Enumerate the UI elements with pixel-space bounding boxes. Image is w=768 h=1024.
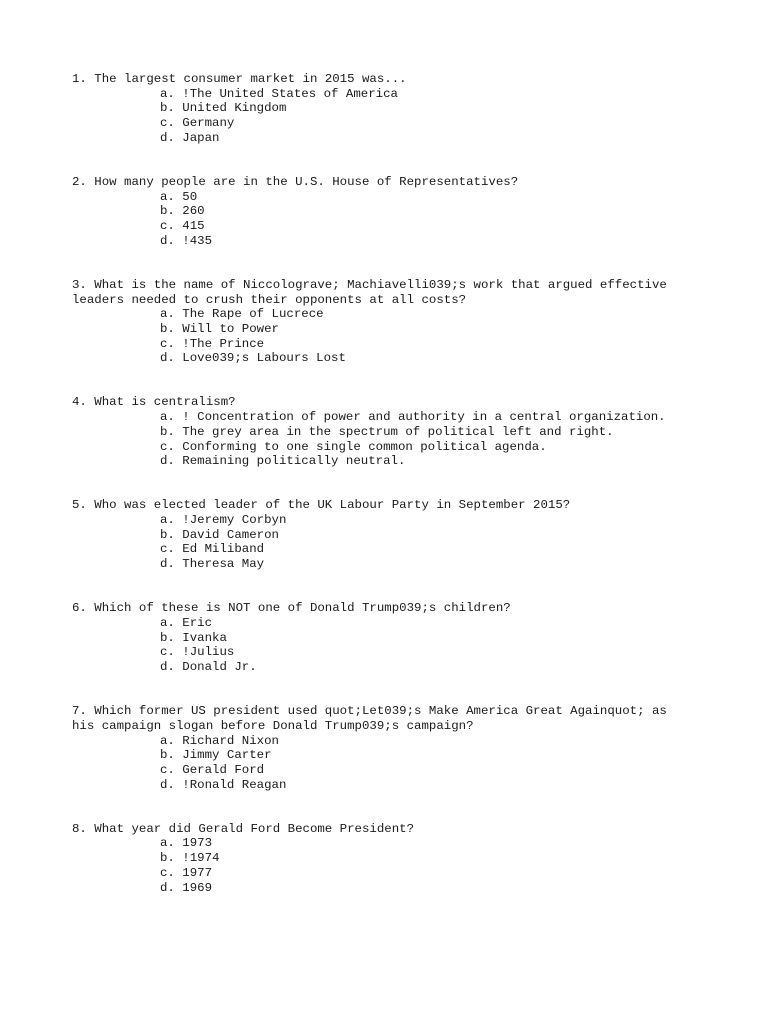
answer-options — [72, 190, 692, 249]
answer-option: a. !The United States of America — [160, 86, 398, 101]
answer-option: a. The Rape of Lucrece — [160, 307, 324, 322]
question-6 — [72, 601, 692, 675]
question-text: 8. What year did Gerald Ford Become President? — [72, 821, 415, 836]
question-text: 7. Which former US president used quot;Let039;s Make America Great Againquot; as his campaign slogan before Donald Trump039;s campaign? — [72, 704, 675, 733]
answer-options — [72, 836, 692, 895]
question-text: 5. Who was elected leader of the UK Labour Party in September 2015? — [72, 498, 571, 513]
answer-option: d. Remaining politically neutral. — [160, 454, 406, 469]
answer-option: d. 1969 — [160, 880, 213, 895]
answer-option: c. Germany — [160, 116, 235, 131]
answer-option: d. Love039;s Labours Lost — [160, 351, 346, 366]
answer-options — [72, 87, 692, 146]
answer-option: b. Will to Power — [160, 321, 279, 336]
answer-option: a. Richard Nixon — [160, 733, 279, 748]
answer-option: a. Eric — [160, 615, 213, 630]
question-8 — [72, 822, 692, 896]
answer-option: a. ! Concentration of power and authority in a central organization. — [160, 410, 666, 425]
answer-options — [72, 616, 692, 675]
answer-option: a. 50 — [160, 189, 198, 204]
answer-option: b. 260 — [160, 204, 205, 219]
answer-option: b. The grey area in the spectrum of political left and right. — [160, 424, 614, 439]
question-7 — [72, 704, 692, 792]
question-4 — [72, 395, 692, 469]
question-text: 6. Which of these is NOT one of Donald Trump039;s children? — [72, 601, 511, 616]
answer-options — [72, 734, 692, 793]
answer-option: c. 1977 — [160, 865, 213, 880]
answer-option: c. Gerald Ford — [160, 762, 265, 777]
question-text: 1. The largest consumer market in 2015 was... — [72, 72, 407, 86]
answer-option: c. 415 — [160, 219, 205, 234]
answer-option: c. !The Prince — [160, 336, 265, 351]
answer-option: d. !Ronald Reagan — [160, 777, 287, 792]
answer-option: d. Japan — [160, 130, 220, 145]
answer-options — [72, 410, 692, 469]
question-text: 4. What is centralism? — [72, 395, 236, 410]
answer-option: d. Donald Jr. — [160, 660, 257, 675]
answer-option: a. 1973 — [160, 836, 213, 851]
answer-option: d. Theresa May — [160, 557, 265, 572]
question-3 — [72, 278, 692, 366]
answer-option: c. Conforming to one single common political agenda. — [160, 439, 547, 454]
answer-option: a. !Jeremy Corbyn — [160, 513, 287, 528]
question-2 — [72, 175, 692, 249]
answer-option: d. !435 — [160, 233, 213, 248]
answer-option: b. United Kingdom — [160, 101, 287, 116]
answer-option: b. David Cameron — [160, 527, 279, 542]
answer-option: c. Ed Miliband — [160, 542, 265, 557]
answer-option: b. Jimmy Carter — [160, 748, 272, 763]
answer-option: b. Ivanka — [160, 630, 227, 645]
answer-option: b. !1974 — [160, 851, 220, 866]
question-text: 3. What is the name of Niccolograve; Machiavelli039;s work that argued effective leaders needed to crush their opponents at all costs? — [72, 277, 675, 307]
answer-options — [72, 307, 692, 366]
question-text: 2. How many people are in the U.S. House of Representatives? — [72, 174, 519, 189]
answer-option: c. !Julius — [160, 645, 235, 660]
question-1 — [72, 72, 692, 146]
quiz-document — [72, 72, 692, 925]
question-5 — [72, 498, 692, 572]
answer-options — [72, 513, 692, 572]
